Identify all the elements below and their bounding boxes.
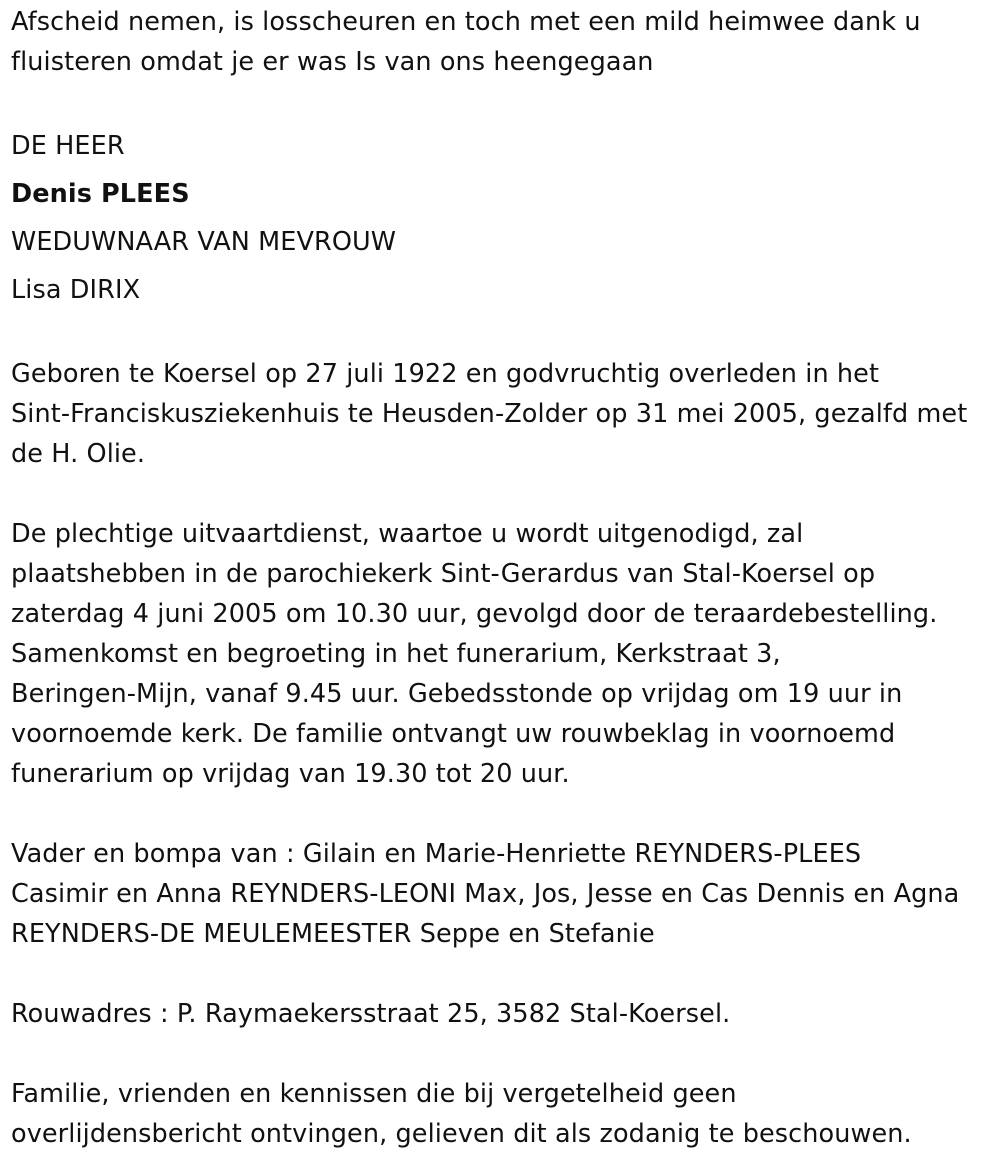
address-line: Rouwadres : P. Raymaekersstraat 25, 3582 Stal-Koersel. (11, 999, 731, 1029)
family-line: Vader en bompa van : Gilain en Marie-Henriette REYNDERS-PLEES (11, 839, 862, 869)
service-line: funerarium op vrijdag van 19.30 tot 20 uur. (11, 759, 570, 789)
closing-line: Familie, vrienden en kennissen die bij vergetelheid geen (11, 1079, 737, 1109)
address-paragraph (11, 994, 991, 1034)
family-paragraph (11, 834, 991, 954)
death-notice-document (11, 2, 991, 1154)
paragraph-gap (11, 314, 991, 354)
deceased-block (11, 122, 991, 314)
birth-death-line: Sint-Franciskusziekenhuis te Heusden-Zolder op 31 mei 2005, gezalfd met (11, 399, 968, 429)
service-line: De plechtige uitvaartdienst, waartoe u wordt uitgenodigd, zal (11, 519, 804, 549)
deceased-relation: WEDUWNAAR VAN MEVROUW (11, 227, 397, 257)
deceased-title: DE HEER (11, 131, 125, 161)
birth-death-line: de H. Olie. (11, 439, 146, 469)
intro-line: Afscheid nemen, is losscheuren en toch met een mild heimwee dank u (11, 7, 921, 37)
closing-paragraph (11, 1074, 991, 1154)
spouse-name: Lisa DIRIX (11, 275, 141, 305)
deceased-name: Denis PLEES (11, 179, 190, 209)
service-line: Beringen-Mijn, vanaf 9.45 uur. Gebedsstonde op vrijdag om 19 uur in (11, 679, 903, 709)
paragraph-gap (11, 474, 991, 514)
service-paragraph (11, 514, 991, 794)
birth-death-paragraph (11, 354, 991, 474)
intro-paragraph (11, 2, 991, 82)
service-line: plaatshebben in de parochiekerk Sint-Gerardus van Stal-Koersel op (11, 559, 876, 589)
paragraph-gap (11, 82, 991, 122)
birth-death-line: Geboren te Koersel op 27 juli 1922 en godvruchtig overleden in het (11, 359, 880, 389)
family-line: REYNDERS-DE MEULEMEESTER Seppe en Stefanie (11, 919, 655, 949)
closing-line: overlijdensbericht ontvingen, gelieven dit als zodanig te beschouwen. (11, 1119, 912, 1149)
paragraph-gap (11, 1034, 991, 1074)
paragraph-gap (11, 794, 991, 834)
paragraph-gap (11, 954, 991, 994)
service-line: Samenkomst en begroeting in het funerarium, Kerkstraat 3, (11, 639, 781, 669)
intro-line: fluisteren omdat je er was Is van ons heengegaan (11, 47, 654, 77)
service-line: voornoemde kerk. De familie ontvangt uw rouwbeklag in voornoemd (11, 719, 896, 749)
service-line: zaterdag 4 juni 2005 om 10.30 uur, gevolgd door de teraardebestelling. (11, 599, 938, 629)
family-line: Casimir en Anna REYNDERS-LEONI Max, Jos, Jesse en Cas Dennis en Agna (11, 879, 960, 909)
